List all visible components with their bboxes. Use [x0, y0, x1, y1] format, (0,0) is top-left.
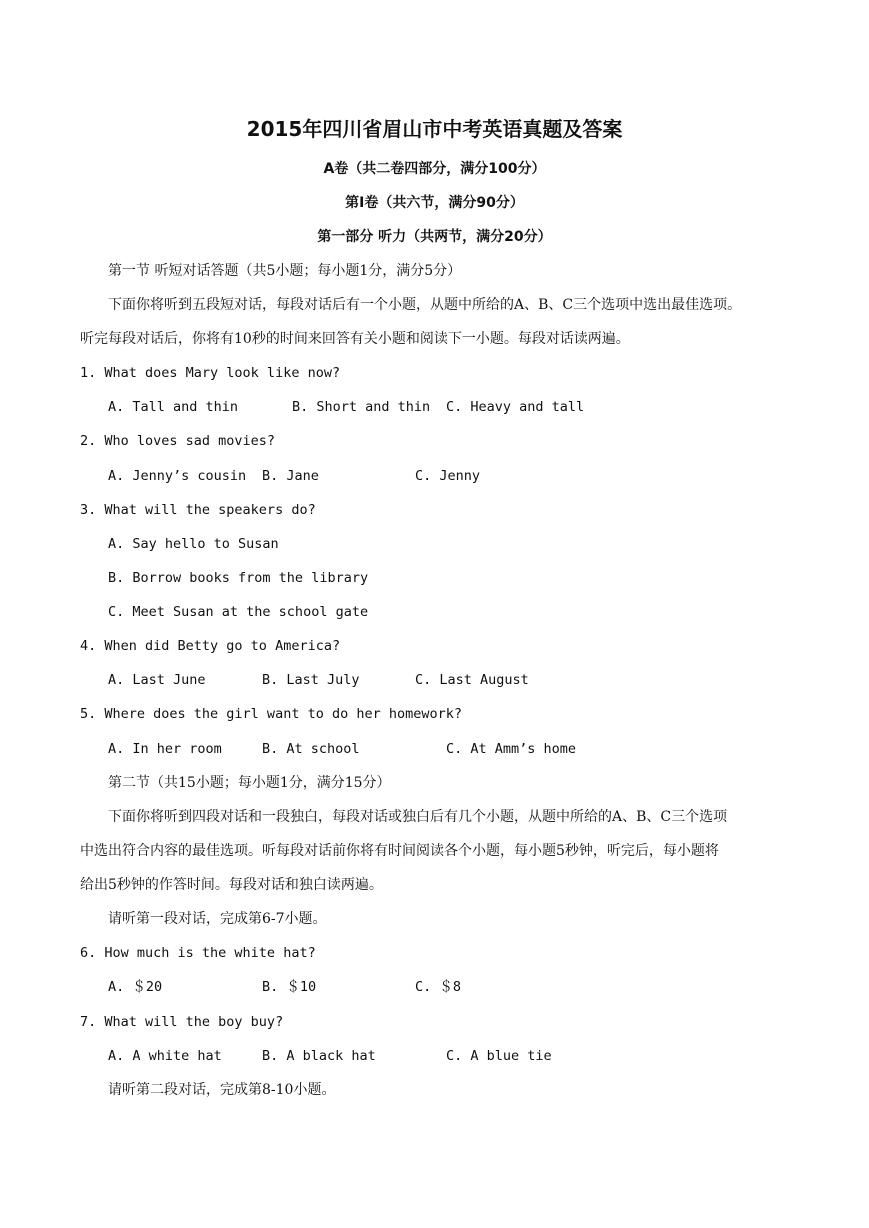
q3-option-b: B. Borrow books from the library — [108, 570, 369, 586]
q1-option-a: A. Tall and thin — [108, 399, 239, 415]
question-7: 7. What will the boy buy? — [80, 1014, 284, 1030]
section2-heading: 第二节（共15小题；每小题1分，满分15分） — [108, 775, 391, 791]
q2-option-b: B. Jane — [262, 468, 319, 484]
q2-option-c: C. Jenny — [415, 468, 481, 484]
q6-option-c: C. ＄8 — [415, 979, 462, 995]
question-4: 4. When did Betty go to America? — [80, 638, 341, 654]
q4-option-c: C. Last August — [415, 672, 529, 688]
dialog1-note: 请听第一段对话，完成第6-7小题。 — [108, 911, 327, 927]
q4-option-b: B. Last July — [262, 672, 360, 688]
section2-instruction-line3: 给出5秒钟的作答时间。每段对话和独白读两遍。 — [80, 877, 383, 893]
q5-option-b: B. At school — [262, 741, 360, 757]
volume-one-subtitle: 第Ⅰ卷（共六节，满分90分） — [345, 195, 524, 211]
q7-option-b: B. A black hat — [262, 1048, 376, 1064]
section1-heading: 第一节 听短对话答题（共5小题；每小题1分，满分5分） — [108, 263, 462, 279]
question-1: 1. What does Mary look like now? — [80, 365, 341, 381]
q5-option-a: A. In her room — [108, 741, 222, 757]
section1-instruction-line2: 听完每段对话后，你将有10秒的时间来回答有关小题和阅读下一小题。每段对话读两遍。 — [80, 331, 630, 347]
q7-option-c: C. A blue tie — [446, 1048, 552, 1064]
page-title: 2015年四川省眉山市中考英语真题及答案 — [246, 117, 623, 141]
section1-instruction-line1: 下面你将听到五段短对话，每段对话后有一个小题，从题中所给的A、B、C三个选项中选出最佳选项。 — [108, 297, 742, 313]
q5-option-c: C. At Amm’s home — [446, 741, 577, 757]
listening-part-subtitle: 第一部分 听力（共两节，满分20分） — [317, 229, 552, 245]
q1-option-b: B. Short and thin — [292, 399, 431, 415]
paper-a-subtitle: A卷（共二卷四部分，满分100分） — [323, 161, 546, 177]
q3-option-c: C. Meet Susan at the school gate — [108, 604, 369, 620]
section2-instruction-line2: 中选出符合内容的最佳选项。听每段对话前你将有时间阅读各个小题，每小题5秒钟，听完后，每小题将 — [80, 843, 719, 859]
q4-option-a: A. Last June — [108, 672, 206, 688]
question-2: 2. Who loves sad movies? — [80, 433, 276, 449]
question-6: 6. How much is the white hat? — [80, 945, 316, 961]
q6-option-b: B. ＄10 — [262, 979, 317, 995]
q6-option-a: A. ＄20 — [108, 979, 163, 995]
q2-option-a: A. Jenny’s cousin — [108, 468, 247, 484]
question-3: 3. What will the speakers do? — [80, 502, 316, 518]
dialog2-note: 请听第二段对话，完成第8-10小题。 — [108, 1082, 336, 1098]
q7-option-a: A. A white hat — [108, 1048, 222, 1064]
question-5: 5. Where does the girl want to do her homework? — [80, 706, 463, 722]
section2-instruction-line1: 下面你将听到四段对话和一段独白，每段对话或独白后有几个小题，从题中所给的A、B、C三个选项 — [108, 809, 728, 825]
q3-option-a: A. Say hello to Susan — [108, 536, 279, 552]
q1-option-c: C. Heavy and tall — [446, 399, 585, 415]
